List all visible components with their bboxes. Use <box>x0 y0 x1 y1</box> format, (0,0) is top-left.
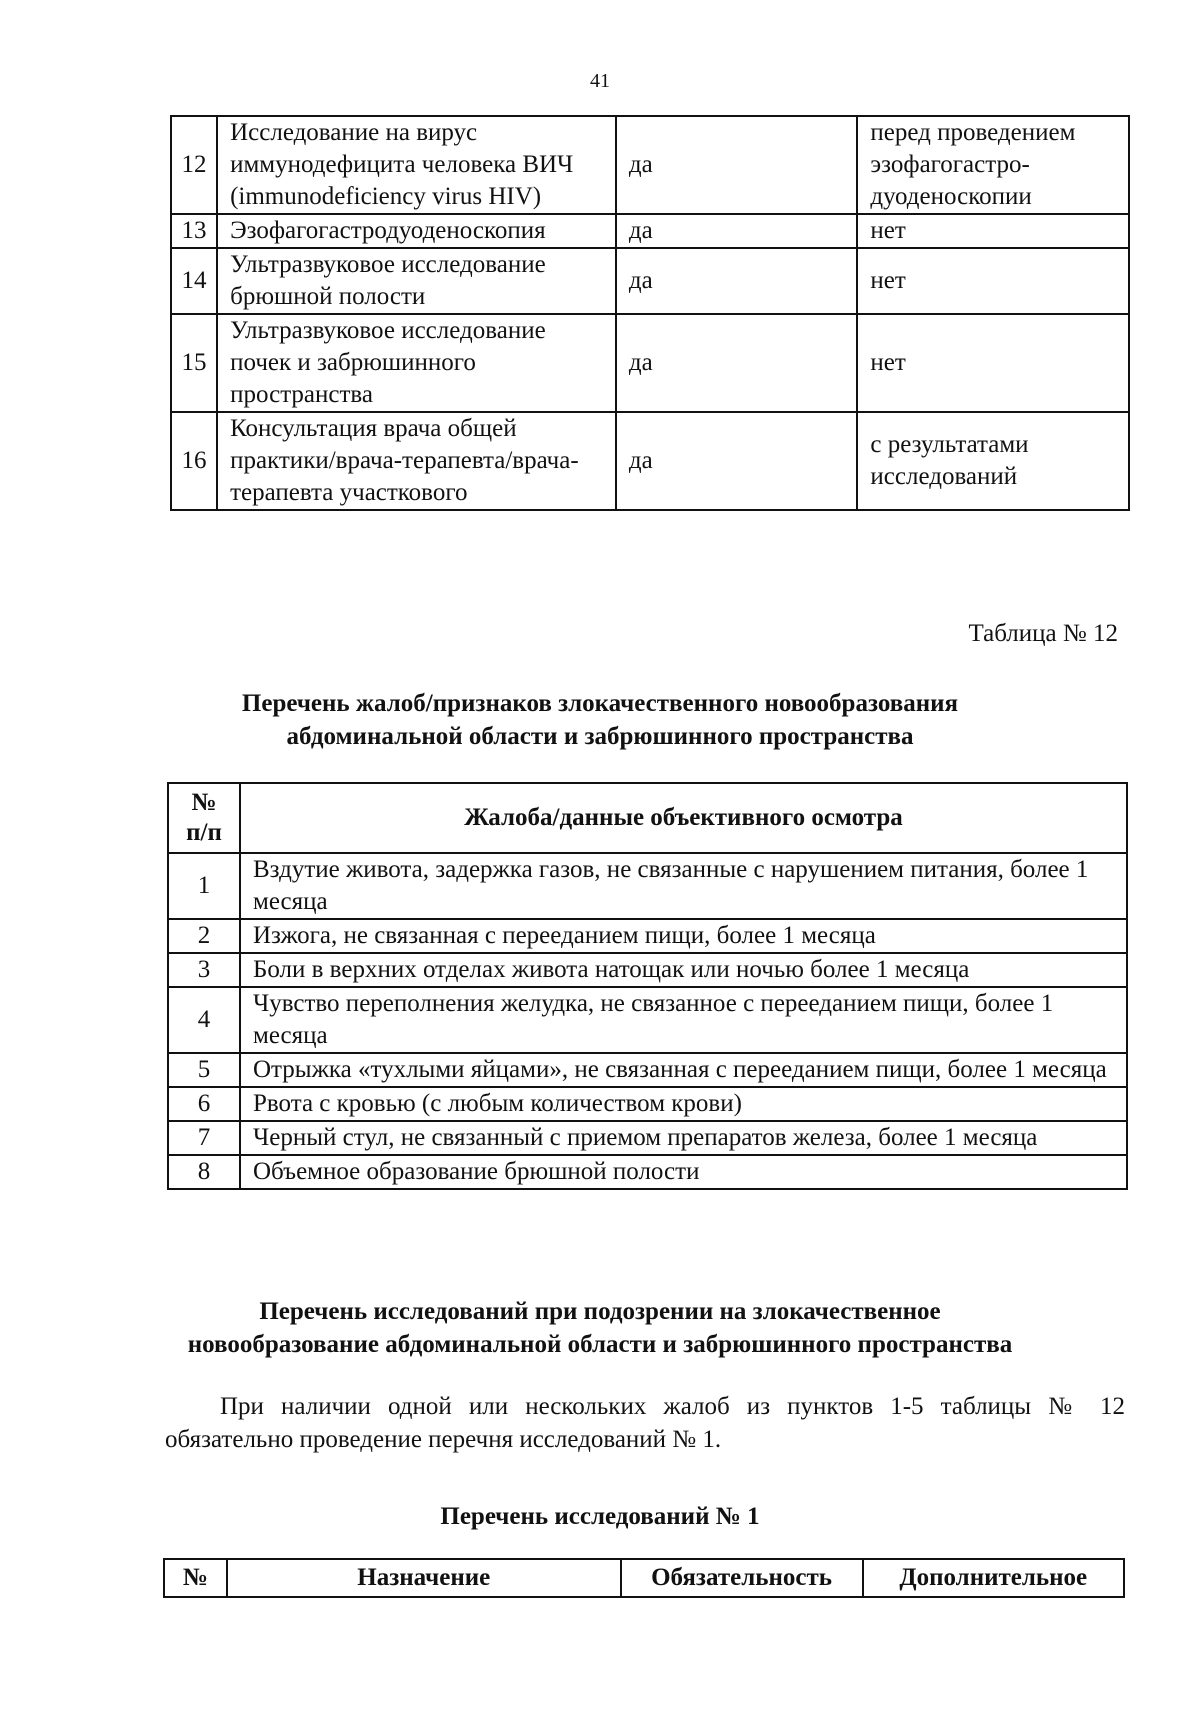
study-required: да <box>616 314 858 412</box>
row-number: 16 <box>171 412 217 510</box>
header-mandatory: Обязательность <box>621 1559 863 1597</box>
table-row <box>168 919 1127 953</box>
table-row <box>168 1155 1127 1189</box>
row-number: 3 <box>168 953 240 987</box>
header-number: № п/п <box>168 783 240 853</box>
studies-heading <box>0 1295 1200 1361</box>
study-required: да <box>616 214 858 248</box>
complaint-text: Боли в верхних отделах живота натощак или ночью более 1 месяца <box>240 953 1127 987</box>
complaint-text: Отрыжка «тухлыми яйцами», не связанная с перееданием пищи, более 1 месяца <box>240 1053 1127 1087</box>
study-name: Консультация врача общей практики/врача-терапевта/врача-терапевта участкового <box>217 412 616 510</box>
table-row <box>168 953 1127 987</box>
page-number: 41 <box>590 70 610 92</box>
table-row <box>168 1121 1127 1155</box>
study-required: да <box>616 116 858 214</box>
header-number: № <box>164 1559 227 1597</box>
table-header-row <box>164 1559 1124 1597</box>
row-number: 7 <box>168 1121 240 1155</box>
row-number: 1 <box>168 853 240 919</box>
study-additional: перед проведением эзофагогастро-дуоденоскопии <box>857 116 1129 214</box>
table-row <box>168 987 1127 1053</box>
study-name: Эзофагогастродуоденоскопия <box>217 214 616 248</box>
table-row <box>168 853 1127 919</box>
complaints-heading <box>0 687 1200 753</box>
table-header-row <box>168 783 1127 853</box>
studies-paragraph: При наличии одной или нескольких жалоб из пунктов 1-5 таблицы № 12 обязательно проведение перечня исследований № 1. <box>165 1393 1125 1453</box>
table-row <box>171 412 1129 510</box>
row-number: 12 <box>171 116 217 214</box>
row-number: 15 <box>171 314 217 412</box>
table-12-label: Таблица № 12 <box>968 620 1118 647</box>
complaint-text: Объемное образование брюшной полости <box>240 1155 1127 1189</box>
row-number: 14 <box>171 248 217 314</box>
heading-line: абдоминальной области и забрюшинного пространства <box>286 723 914 750</box>
header-additional: Дополнительное <box>863 1559 1124 1597</box>
heading-line: Перечень исследований при подозрении на злокачественное <box>259 1298 941 1325</box>
heading-line: Перечень жалоб/признаков злокачественного новообразования <box>241 690 959 717</box>
header-complaint: Жалоба/данные объективного осмотра <box>240 783 1127 853</box>
complaint-text: Рвота с кровью (с любым количеством крови) <box>240 1087 1127 1121</box>
table-row <box>171 214 1129 248</box>
complaint-text: Изжога, не связанная с перееданием пищи, более 1 месяца <box>240 919 1127 953</box>
table-row <box>168 1053 1127 1087</box>
table-row <box>168 1087 1127 1121</box>
studies-table-continued <box>170 115 1130 511</box>
row-number: 8 <box>168 1155 240 1189</box>
study-additional: нет <box>857 314 1129 412</box>
row-number: 5 <box>168 1053 240 1087</box>
row-number: 13 <box>171 214 217 248</box>
study-additional: нет <box>857 248 1129 314</box>
study-required: да <box>616 248 858 314</box>
header-assignment: Назначение <box>227 1559 621 1597</box>
study-additional: нет <box>857 214 1129 248</box>
table-row <box>171 116 1129 214</box>
complaints-table <box>167 782 1128 1190</box>
study-name: Ультразвуковое исследование брюшной полости <box>217 248 616 314</box>
row-number: 2 <box>168 919 240 953</box>
table-row <box>171 248 1129 314</box>
study-additional: с результатами исследований <box>857 412 1129 510</box>
table-row <box>171 314 1129 412</box>
complaint-text: Вздутие живота, задержка газов, не связанные с нарушением питания, более 1 месяца <box>240 853 1127 919</box>
complaint-text: Черный стул, не связанный с приемом препаратов железа, более 1 месяца <box>240 1121 1127 1155</box>
row-number: 6 <box>168 1087 240 1121</box>
heading-line: новообразование абдоминальной области и забрюшинного пространства <box>187 1331 1013 1358</box>
study-name: Ультразвуковое исследование почек и забрюшинного пространства <box>217 314 616 412</box>
row-number: 4 <box>168 987 240 1053</box>
list1-table <box>163 1558 1125 1598</box>
list1-heading: Перечень исследований № 1 <box>440 1503 760 1530</box>
complaint-text: Чувство переполнения желудка, не связанное с перееданием пищи, более 1 месяца <box>240 987 1127 1053</box>
study-required: да <box>616 412 858 510</box>
study-name: Исследование на вирус иммунодефицита человека ВИЧ (immunodeficiency virus HIV) <box>217 116 616 214</box>
